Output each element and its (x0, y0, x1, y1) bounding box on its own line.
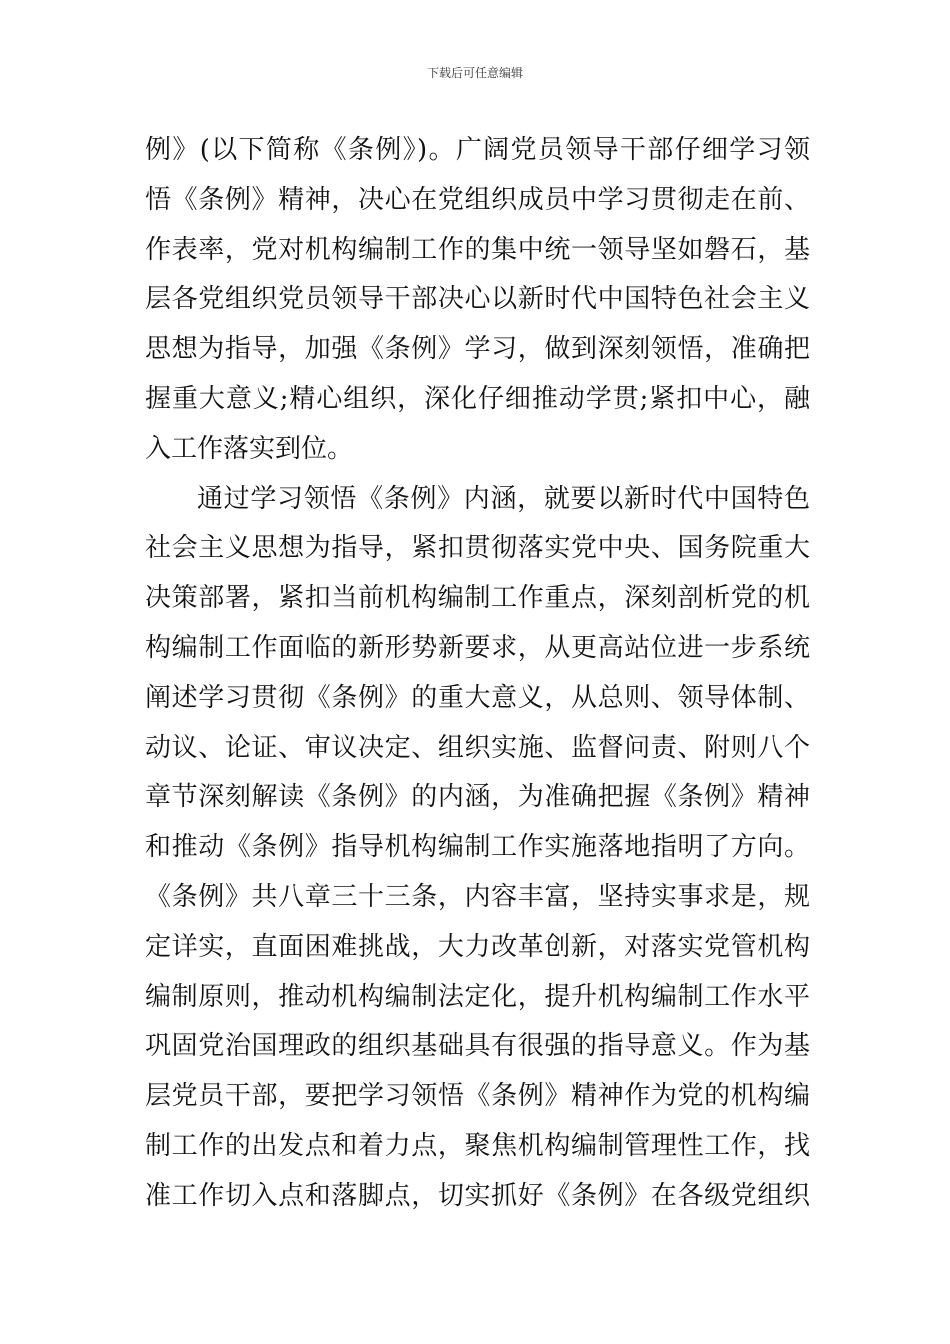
text-line: 例》(以下简称《条例》)。广阔党员领导干部仔细学习领 (145, 135, 810, 165)
text-line: 入工作落实到位。 (145, 433, 354, 464)
text-line: 制工作的出发点和着力点，聚焦机构编制管理性工作，找 (145, 1130, 810, 1161)
text-line: 《条例》共八章三十三条，内容丰富，坚持实事求是，规 (145, 881, 810, 912)
text-line: 动议、论证、审议决定、组织实施、监督问责、附则八个 (145, 732, 810, 763)
text-line: 握重大意义;精心组织，深化仔细推动学贯;紧扣中心，融 (145, 383, 810, 414)
text-line: 阐述学习贯彻《条例》的重大意义，从总则、领导体制、 (145, 682, 810, 713)
text-line: 层党员干部，要把学习领悟《条例》精神作为党的机构编 (145, 1081, 810, 1112)
text-line: 决策部署，紧扣当前机构编制工作重点，深刻剖析党的机 (145, 583, 810, 614)
text-line: 作表率，党对机构编制工作的集中统一领导坚如磐石，基 (145, 234, 810, 265)
text-line: 层各党组织党员领导干部决心以新时代中国特色社会主义 (145, 284, 810, 315)
text-line: 悟《条例》精神，决心在党组织成员中学习贯彻走在前、 (145, 184, 810, 215)
document-body (145, 126, 810, 1222)
text-line: 构编制工作面临的新形势新要求，从更高站位进一步系统 (145, 632, 810, 663)
text-line: 章节深刻解读《条例》的内涵，为准确把握《条例》精神 (145, 782, 810, 813)
text-line: 通过学习领悟《条例》内涵，就要以新时代中国特色 (197, 483, 810, 514)
text-line: 编制原则，推动机构编制法定化，提升机构编制工作水平 (145, 981, 810, 1012)
text-line: 准工作切入点和落脚点，切实抓好《条例》在各级党组织 (145, 1180, 810, 1211)
text-line: 和推动《条例》指导机构编制工作实施落地指明了方向。 (145, 832, 810, 863)
text-line: 巩固党治国理政的组织基础具有很强的指导意义。作为基 (145, 1031, 810, 1062)
text-line: 思想为指导，加强《条例》学习，做到深刻领悟，准确把 (145, 334, 810, 365)
text-line: 社会主义思想为指导，紧扣贯彻落实党中央、国务院重大 (145, 533, 810, 564)
text-line: 定详实，直面困难挑战，大力改革创新，对落实党管机构 (145, 931, 810, 962)
page-header: 下载后可任意编辑 (426, 66, 523, 80)
